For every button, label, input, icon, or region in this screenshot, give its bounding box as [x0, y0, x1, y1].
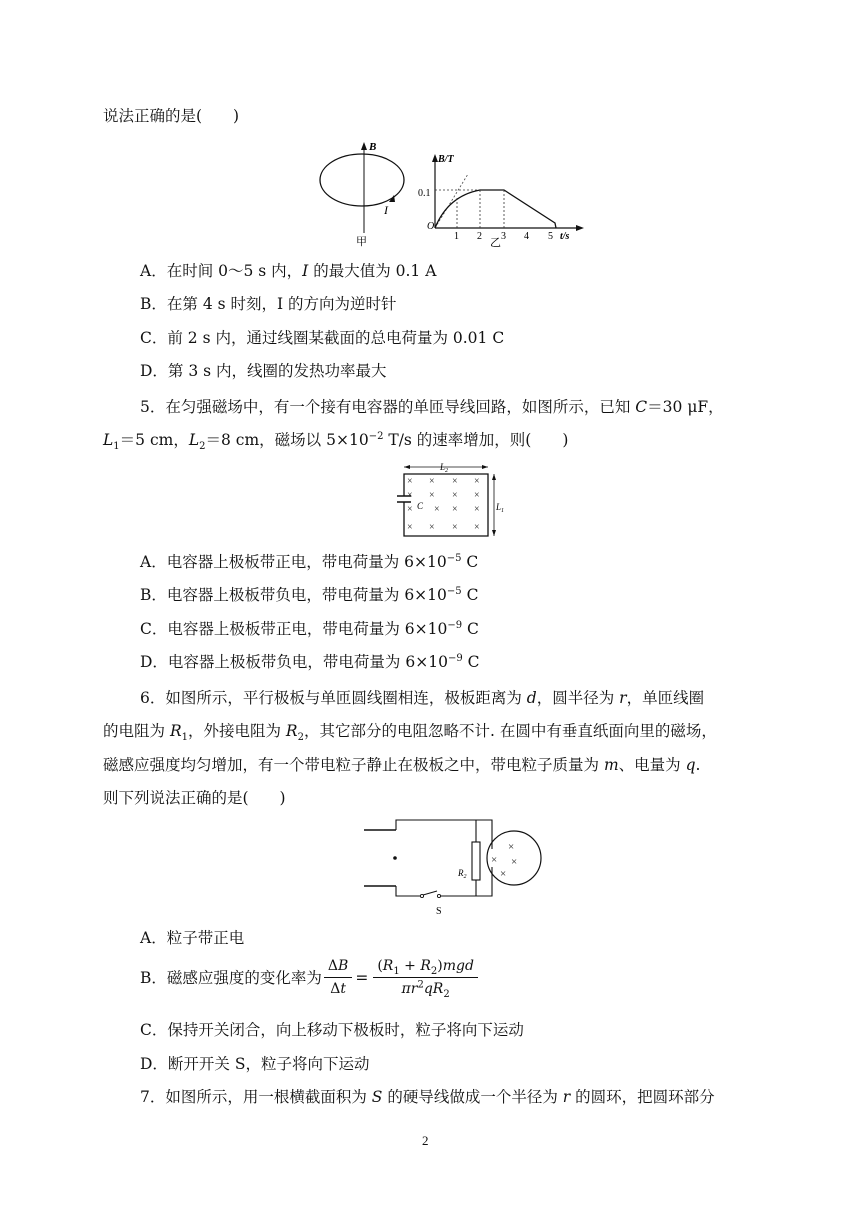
svg-text:×: × [474, 504, 480, 515]
q5-option-c: C．电容器上极板带正电，带电荷量为 $6\times 10^{-9}$ C [140, 619, 479, 638]
svg-text:×: × [407, 476, 413, 487]
charged-particle [393, 856, 397, 860]
q6-figure [362, 818, 562, 922]
q7-stem-line-1: 7．如图所示，用一根横截面积为 S 的硬导线做成一个半径为 r 的圆环，把圆环部分 [140, 1088, 715, 1106]
l2-label: $L_2$ [440, 462, 449, 474]
current-label-i: I [384, 203, 388, 217]
lower-wire-right [441, 880, 476, 896]
svg-text:×: × [407, 490, 413, 501]
coil-loop [320, 154, 404, 206]
svg-text:×: × [452, 490, 458, 501]
origin-label: O [427, 221, 435, 232]
b-t-curve [435, 190, 556, 228]
svg-text:×: × [474, 522, 480, 533]
switch-contact-right [437, 894, 440, 897]
coil-field-crosses [491, 841, 517, 880]
q6-stem-line-2: 的电阻为 $R_1$，外接电阻为 $R_2$，其它部分的电阻忽略不计. 在圆中有垂直纸面向里的磁场， [103, 722, 717, 744]
svg-text:×: × [429, 476, 435, 487]
q4-option-a: A．在时间 0～5 s 内，I 的最大值为 0.1 A [140, 262, 437, 280]
svg-text:×: × [452, 504, 458, 515]
x-axis-label: t/s [560, 231, 570, 242]
figure-label-jia: 甲 [356, 236, 367, 248]
current-arrow-icon [389, 195, 395, 202]
y-axis-label: B/T [438, 154, 454, 165]
svg-text:×: × [407, 522, 413, 533]
q5-option-b: B．电容器上极板带负电，带电荷量为 $6\times 10^{-5}$ C [140, 585, 479, 604]
capacitor-label: C [417, 501, 424, 511]
fraction-db-dt: $\frac{\Delta B}{\Delta t}$ [324, 956, 352, 999]
x-tick-4: 4 [524, 231, 529, 242]
svg-text:×: × [407, 504, 413, 515]
svg-text:×: × [511, 856, 518, 868]
q4-option-d: D．第 3 s 内，线圈的发热功率最大 [140, 362, 387, 380]
q4-figure [318, 138, 588, 254]
q5-stem-line-1: 5．在匀强磁场中，有一个接有电容器的单匝导线回路，如图所示，已知 C＝30 μF， [140, 398, 724, 416]
svg-text:×: × [474, 490, 480, 501]
x-tick-5: 5 [548, 231, 553, 242]
svg-text:×: × [452, 522, 458, 533]
q6-option-d: D．断开开关 S，粒子将向下运动 [140, 1055, 370, 1073]
q4-option-b: B．在第 4 s 时刻，I 的方向为逆时针 [140, 295, 397, 313]
svg-text:×: × [500, 868, 507, 880]
resistor-r2 [472, 842, 480, 880]
q6-stem-line-1: 6．如图所示，平行极板与单匝圆线圈相连，极板距离为 d，圆半径为 r，单匝线圈 [140, 689, 705, 707]
q5-option-a: A．电容器上极板带正电，带电荷量为 $6\times 10^{-5}$ C [140, 552, 479, 571]
q6-option-a: A．粒子带正电 [140, 929, 245, 947]
svg-text:×: × [491, 854, 498, 866]
x-tick-3: 3 [501, 231, 506, 242]
x-tick-2: 2 [477, 231, 482, 242]
intro-text: 说法正确的是( ) [103, 107, 240, 125]
switch-blade [423, 891, 437, 895]
switch-label: S [436, 906, 442, 917]
x-axis-arrow-icon [576, 225, 584, 231]
figure-label-yi: 乙 [490, 237, 501, 249]
x-tick-1: 1 [454, 231, 459, 242]
upper-wire [396, 820, 476, 842]
tangent-line [435, 174, 468, 228]
svg-text:×: × [508, 841, 515, 853]
svg-text:×: × [429, 522, 435, 533]
resistor-label: $R_2$ [458, 868, 467, 880]
q5-option-d: D．电容器上极板带负电，带电荷量为 $6\times 10^{-9}$ C [140, 652, 480, 671]
q6-stem-line-4: 则下列说法正确的是( ) [103, 789, 286, 807]
q6-option-b: B．磁感应强度的变化率为 $\frac{\Delta B}{\Delta t}$ = $\frac{(R_1 + R_2)mgd}{\pi r^2qR_2}$ [140, 956, 478, 999]
y-tick-label: 0.1 [418, 188, 431, 199]
field-arrow-icon [361, 142, 367, 150]
q5-figure [392, 460, 508, 546]
svg-text:×: × [452, 476, 458, 487]
q6-stem-line-3: 磁感应强度均匀增加，有一个带电粒子静止在极板之中，带电粒子质量为 m、电量为 q. [103, 756, 701, 774]
q5-stem-line-2: $L_1=5$ cm，$L_2=8$ cm，磁场以 $5\times 10^{-2}$ T/s 的速率增加，则( ) [103, 430, 569, 453]
svg-text:×: × [434, 504, 440, 515]
q6-option-b-prefix: B．磁感应强度的变化率为 [140, 968, 322, 987]
page-number: 2 [422, 1133, 429, 1148]
field-label-b: B [369, 141, 377, 153]
svg-text:×: × [429, 490, 435, 501]
q6-option-c: C．保持开关闭合，向上移动下极板时，粒子将向下运动 [140, 1021, 524, 1039]
l1-label: $L_1$ [496, 502, 505, 514]
fraction-rate-expression: $\frac{(R_1 + R_2)mgd}{\pi r^2qR_2}$ [373, 956, 478, 999]
svg-text:×: × [474, 476, 480, 487]
lower-wire-left [396, 886, 420, 896]
q4-option-c: C．前 2 s 内，通过线圈某截面的总电荷量为 0.01 C [140, 329, 505, 347]
